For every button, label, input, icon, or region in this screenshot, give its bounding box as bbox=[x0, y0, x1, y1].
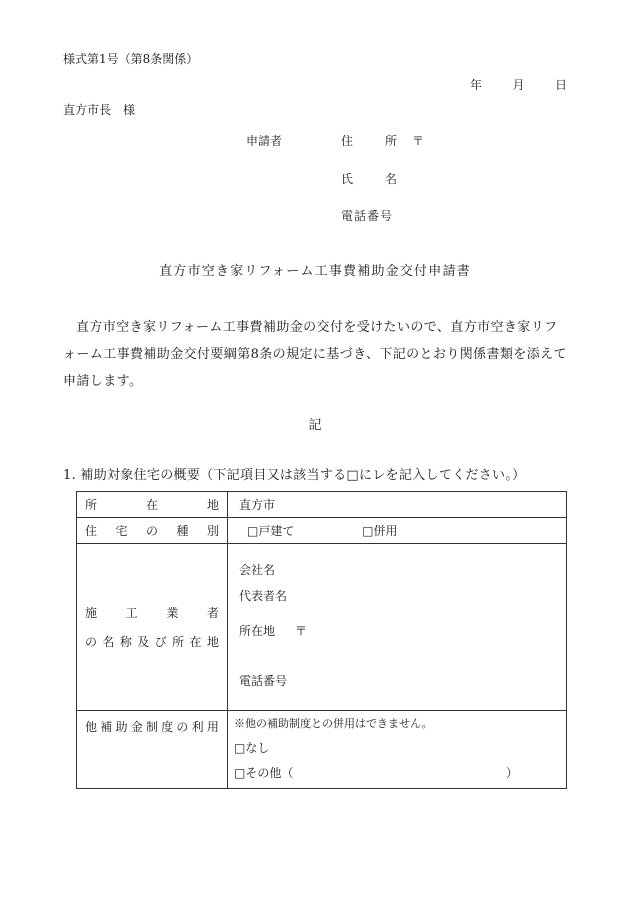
subsidy-target-table bbox=[76, 491, 567, 789]
body-paragraph: 直方市空き家リフォーム工事費補助金の交付を受けたいので、直方市空き家リフォーム工事費補助金交付要綱第8条の規定に基づき、下記のとおり関係書類を添えて申請します。 bbox=[63, 320, 567, 389]
date-day: 日 bbox=[554, 78, 567, 92]
contractor-info bbox=[228, 544, 567, 711]
location-label: 所 在 地 bbox=[77, 492, 228, 518]
form-number: 様式第1号（第8条関係） bbox=[63, 52, 199, 66]
housing-type-label: 住 宅 の 種 別 bbox=[77, 518, 228, 544]
page-title: 直方市空き家リフォーム工事費補助金交付申請書 bbox=[159, 264, 471, 279]
other-checkbox-row[interactable] bbox=[234, 767, 566, 780]
date-line bbox=[470, 79, 567, 91]
close-paren: ） bbox=[506, 766, 519, 780]
contractor-address-field[interactable]: 所在地 〒 bbox=[239, 624, 308, 638]
address-label: 住 所 bbox=[341, 134, 397, 148]
none-checkbox[interactable]: □なし bbox=[234, 741, 270, 755]
detached-checkbox[interactable]: □戸建て bbox=[247, 524, 295, 538]
other-checkbox[interactable]: □その他（ bbox=[234, 766, 294, 780]
table-row-contractor bbox=[77, 544, 567, 711]
table-row-housing-type bbox=[77, 518, 567, 544]
phone-label: 電話番号 bbox=[341, 209, 394, 223]
table-row-location bbox=[77, 492, 567, 518]
date-year: 年 bbox=[470, 78, 483, 92]
ki-mark: 記 bbox=[308, 418, 322, 433]
addressee: 直方市長 様 bbox=[63, 103, 136, 117]
other-subsidy-label: 他 補 助 金 制 度 の 利 用 bbox=[77, 711, 228, 789]
applicant-label: 申請者 bbox=[246, 134, 283, 148]
mixed-use-checkbox[interactable]: □併用 bbox=[362, 524, 398, 538]
date-month: 月 bbox=[512, 78, 525, 92]
location-value[interactable]: 直方市 bbox=[228, 492, 567, 518]
housing-type-options bbox=[228, 518, 567, 544]
other-subsidy-options bbox=[228, 711, 567, 789]
representative-field[interactable]: 代表者名 bbox=[239, 589, 288, 603]
postal-mark: 〒 bbox=[412, 134, 425, 148]
table-row-other-subsidy bbox=[77, 711, 567, 789]
contractor-label: 施 工 業 者 の 名 称 及 び 所 在 地 bbox=[77, 544, 228, 711]
contractor-phone-field[interactable]: 電話番号 bbox=[239, 674, 288, 688]
name-label: 氏 名 bbox=[341, 172, 397, 186]
section1-heading: 1. 補助対象住宅の概要（下記項目又は該当する□にレを記入してください。） bbox=[63, 468, 526, 483]
company-name-field[interactable]: 会社名 bbox=[239, 563, 276, 577]
other-subsidy-note: ※他の補助制度との併用はできません。 bbox=[234, 717, 433, 730]
